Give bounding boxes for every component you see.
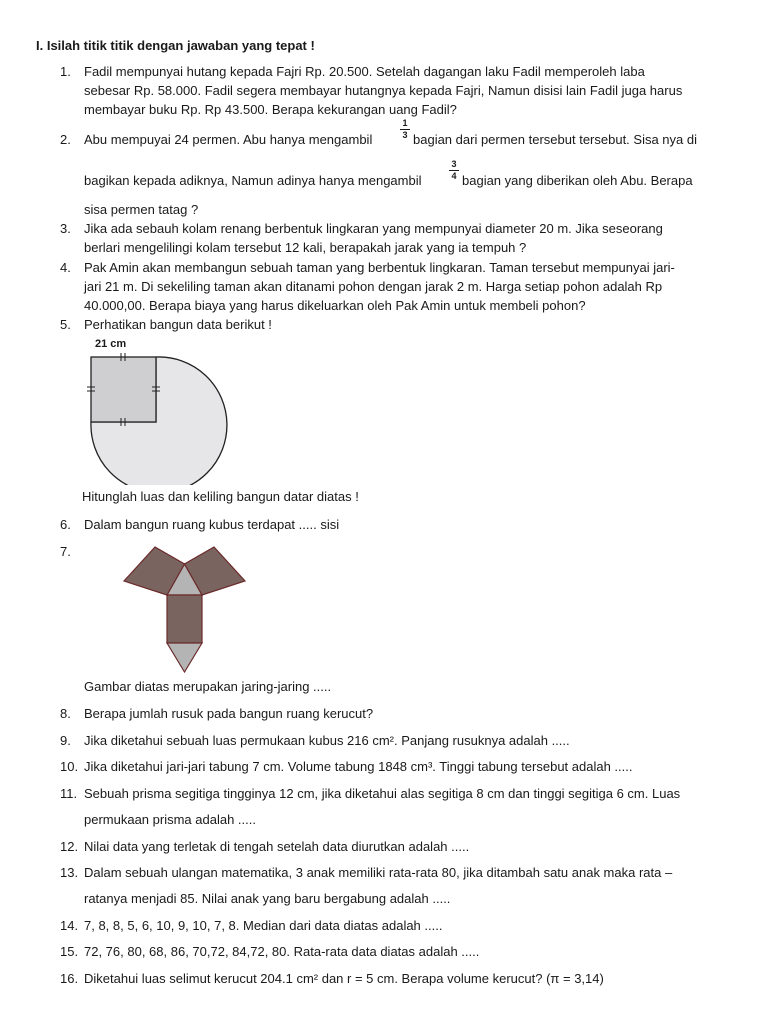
question-text: Jika ada sebauh kolam renang berbentuk lingkaran yang mempunyai diameter 20 m. Jika seseorang: [84, 221, 663, 236]
question-text: ratanya menjadi 85. Nilai anak yang baru bergabung adalah .....: [84, 891, 451, 906]
question-text: 40.000,00. Berapa biaya yang harus dikeluarkan oleh Pak Amin untuk membeli pohon?: [84, 298, 586, 313]
question-number: 7.: [60, 544, 71, 559]
question-text: bagian yang diberikan oleh Abu. Berapa: [462, 173, 693, 188]
triangular-prism-net: [118, 536, 258, 676]
question-number: 9.: [60, 733, 71, 748]
question-text: Perhatikan bangun data berikut !: [84, 317, 272, 332]
question-text: Sebuah prisma segitiga tingginya 12 cm, jika diketahui alas segitiga 8 cm dan tinggi segitiga 6 cm. Luas: [84, 786, 681, 801]
question-text: 7, 8, 8, 5, 6, 10, 9, 10, 7, 8. Median dari data diatas adalah .....: [84, 918, 443, 933]
question-text: Nilai data yang terletak di tengah setelah data diurutkan adalah .....: [84, 839, 470, 854]
question-number: 11.: [60, 786, 78, 801]
question-followup: Hitunglah luas dan keliling bangun datar diatas !: [82, 489, 359, 504]
question-text: bagikan kepada adiknya, Namun adinya hanya mengambil: [84, 173, 422, 188]
question-number: 3.: [60, 221, 71, 236]
question-followup: Gambar diatas merupakan jaring-jaring .....: [84, 679, 332, 694]
figure-dimension-label: 21 cm: [95, 338, 127, 350]
question-text: Pak Amin akan membangun sebuah taman yang berbentuk lingkaran. Taman tersebut mempunyai jari-: [84, 260, 675, 275]
question-number: 6.: [60, 517, 71, 532]
question-text: bagian dari permen tersebut tersebut. Sisa nya di: [413, 132, 698, 147]
question-text: Jika diketahui jari-jari tabung 7 cm. Volume tabung 1848 cm³. Tinggi tabung tersebut adalah .....: [84, 759, 633, 774]
question-text: 72, 76, 80, 68, 86, 70,72, 84,72, 80. Rata-rata data diatas adalah .....: [84, 944, 480, 959]
question-number: 2.: [60, 132, 71, 147]
question-number: 12.: [60, 839, 79, 854]
question-text: jari 21 m. Di sekeliling taman akan ditanami pohon dengan jarak 2 m. Harga setiap pohon adalah Rp: [84, 279, 663, 294]
question-text: Dalam sebuah ulangan matematika, 3 anak memiliki rata-rata 80, jika ditambah satu anak maka rata –: [84, 865, 673, 880]
question-text: sebesar Rp. 58.000. Fadil segera membayar hutangnya kepada Fajri, Namun disisi lain Fadil juga harus: [84, 83, 683, 98]
circle-square-figure: [86, 350, 236, 485]
question-text: Abu mempuyai 24 permen. Abu hanya mengambil: [84, 132, 373, 147]
fraction-one-third: 1 3: [400, 119, 410, 140]
question-number: 13.: [60, 865, 79, 880]
question-text: permukaan prisma adalah .....: [84, 812, 256, 827]
question-text: Fadil mempunyai hutang kepada Fajri Rp. 20.500. Setelah dagangan laku Fadil memperoleh laba: [84, 64, 645, 79]
question-number: 16.: [60, 971, 79, 986]
question-number: 15.: [60, 944, 79, 959]
question-text: membayar buku Rp. Rp 43.500. Berapa kekurangan uang Fadil?: [84, 102, 457, 117]
fraction-three-quarters: 3 4: [449, 160, 459, 181]
question-number: 5.: [60, 317, 71, 332]
question-number: 14.: [60, 918, 79, 933]
question-number: 4.: [60, 260, 71, 275]
question-text: berlari mengelilingi kolam tersebut 12 kali, berapakah jarak yang ia tempuh ?: [84, 240, 527, 255]
question-number: 8.: [60, 706, 71, 721]
question-text: sisa permen tatag ?: [84, 202, 199, 217]
question-text: Dalam bangun ruang kubus terdapat ..... sisi: [84, 517, 340, 532]
question-number: 1.: [60, 64, 71, 79]
question-text: Berapa jumlah rusuk pada bangun ruang kerucut?: [84, 706, 374, 721]
question-text: Diketahui luas selimut kerucut 204.1 cm² dan r = 5 cm. Berapa volume kerucut? (π = 3,14): [84, 971, 604, 986]
question-number: 10.: [60, 759, 79, 774]
section-heading: I. Isilah titik titik dengan jawaban yang tepat !: [36, 38, 315, 53]
question-text: Jika diketahui sebuah luas permukaan kubus 216 cm². Panjang rusuknya adalah .....: [84, 733, 570, 748]
